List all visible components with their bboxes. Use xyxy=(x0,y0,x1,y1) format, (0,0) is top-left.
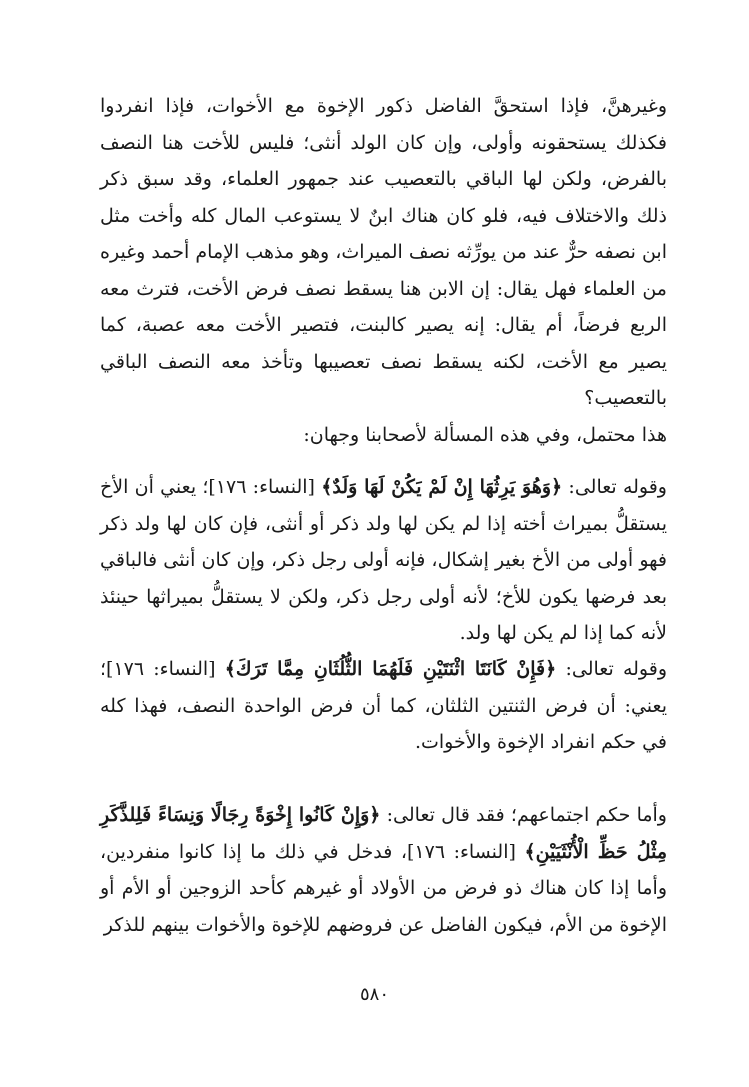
paragraph-5-suffix: [النساء: ١٧٦]، فدخل في ذلك ما إذا كانوا منفردين، وأما إذا كان هناك ذو فرض من الأولاد أو غيرهم كأحد الزوجين أو الأم أو الإخوة من الأم، فيكون الفاضل عن فروضهم للإخوة والأخوات بينهم للذكر xyxy=(100,840,667,936)
paragraph-3-prefix: وقوله تعالى: xyxy=(562,476,667,498)
paragraph-3-suffix: [النساء: ١٧٦]؛ يعني أن الأخ يستقلُّ بميراث أخته إذا لم يكن لها ولد ذكر أو أنثى، فإن كان لها ولد ذكر فهو أولى من الأخ بغير إشكال، فإنه أولى رجل ذكر، وإن كان أنثى فالباقي بعد فرضها يكون للأخ؛ لأنه أولى رجل ذكر، ولكن لا يستقلُّ بميراثها حينئذ لأنه كما إذا لم يكن لها ولد. xyxy=(100,476,667,644)
quran-verse-1: ﴿وَهُوَ يَرِثُهَا إِنْ لَمْ يَكُنْ لَهَا وَلَدٌ﴾ xyxy=(321,476,563,498)
paragraph-5 xyxy=(100,797,667,943)
quran-verse-3: ﴿وَإِنْ كَانُوا إِخْوَةً رِجَالًا وَنِسَاءً فَلِلذَّكَرِ مِثْلُ حَظِّ الْأُنْثَيَيْنِ﴾ xyxy=(100,804,668,863)
paragraph-1 xyxy=(100,88,667,417)
paragraph-2 xyxy=(100,417,667,454)
paragraph-4 xyxy=(100,651,667,761)
paragraph-5-prefix: وأما حكم اجتماعهم؛ فقد قال تعالى: xyxy=(380,804,667,826)
page-number: ٥٨٠ xyxy=(359,984,389,1005)
paragraph-4-prefix: وقوله تعالى: xyxy=(556,658,667,680)
paragraph-3 xyxy=(100,469,667,652)
paragraph-4-suffix: [النساء: ١٧٦]؛ يعني: أن فرض الثنتين الثلثان، كما أن فرض الواحدة النصف، فهذا كله في حكم انفراد الإخوة والأخوات. xyxy=(100,658,667,753)
paragraph-2-text: هذا محتمل، وفي هذه المسألة لأصحابنا وجهان: xyxy=(303,424,667,446)
quran-verse-2: ﴿فَإِنْ كَانَتَا اثْنَتَيْنِ فَلَهُمَا الثُّلُثَانِ مِمَّا تَرَكَ﴾ xyxy=(224,658,557,680)
paragraph-1-text: وغيرهنَّ، فإذا استحقَّ الفاضل ذكور الإخوة مع الأخوات، فإذا انفردوا فكذلك يستحقونه وأولى، وإن كان الولد أنثى؛ فليس للأخت هنا النصف بالفرض، ولكن لها الباقي بالتعصيب عند جمهور العلماء، وقد سبق ذكر ذلك والاختلاف فيه، فلو كان هناك ابنٌ لا يستوعب المال كله وأخت مثل ابن نصفه حرٌّ عند من يورِّثه نصف الميراث، وهو مذهب الإمام أحمد وغيره من العلماء فهل يقال: إن الابن هنا يسقط نصف فرض الأخت، فترث معه الربع فرضاً، أم يقال: إنه يصير كالبنت، فتصير الأخت معه عصبة، كما يصير مع الأخت، لكنه يسقط نصف تعصيبها وتأخذ معه النصف الباقي بالتعصيب؟ xyxy=(100,95,667,409)
